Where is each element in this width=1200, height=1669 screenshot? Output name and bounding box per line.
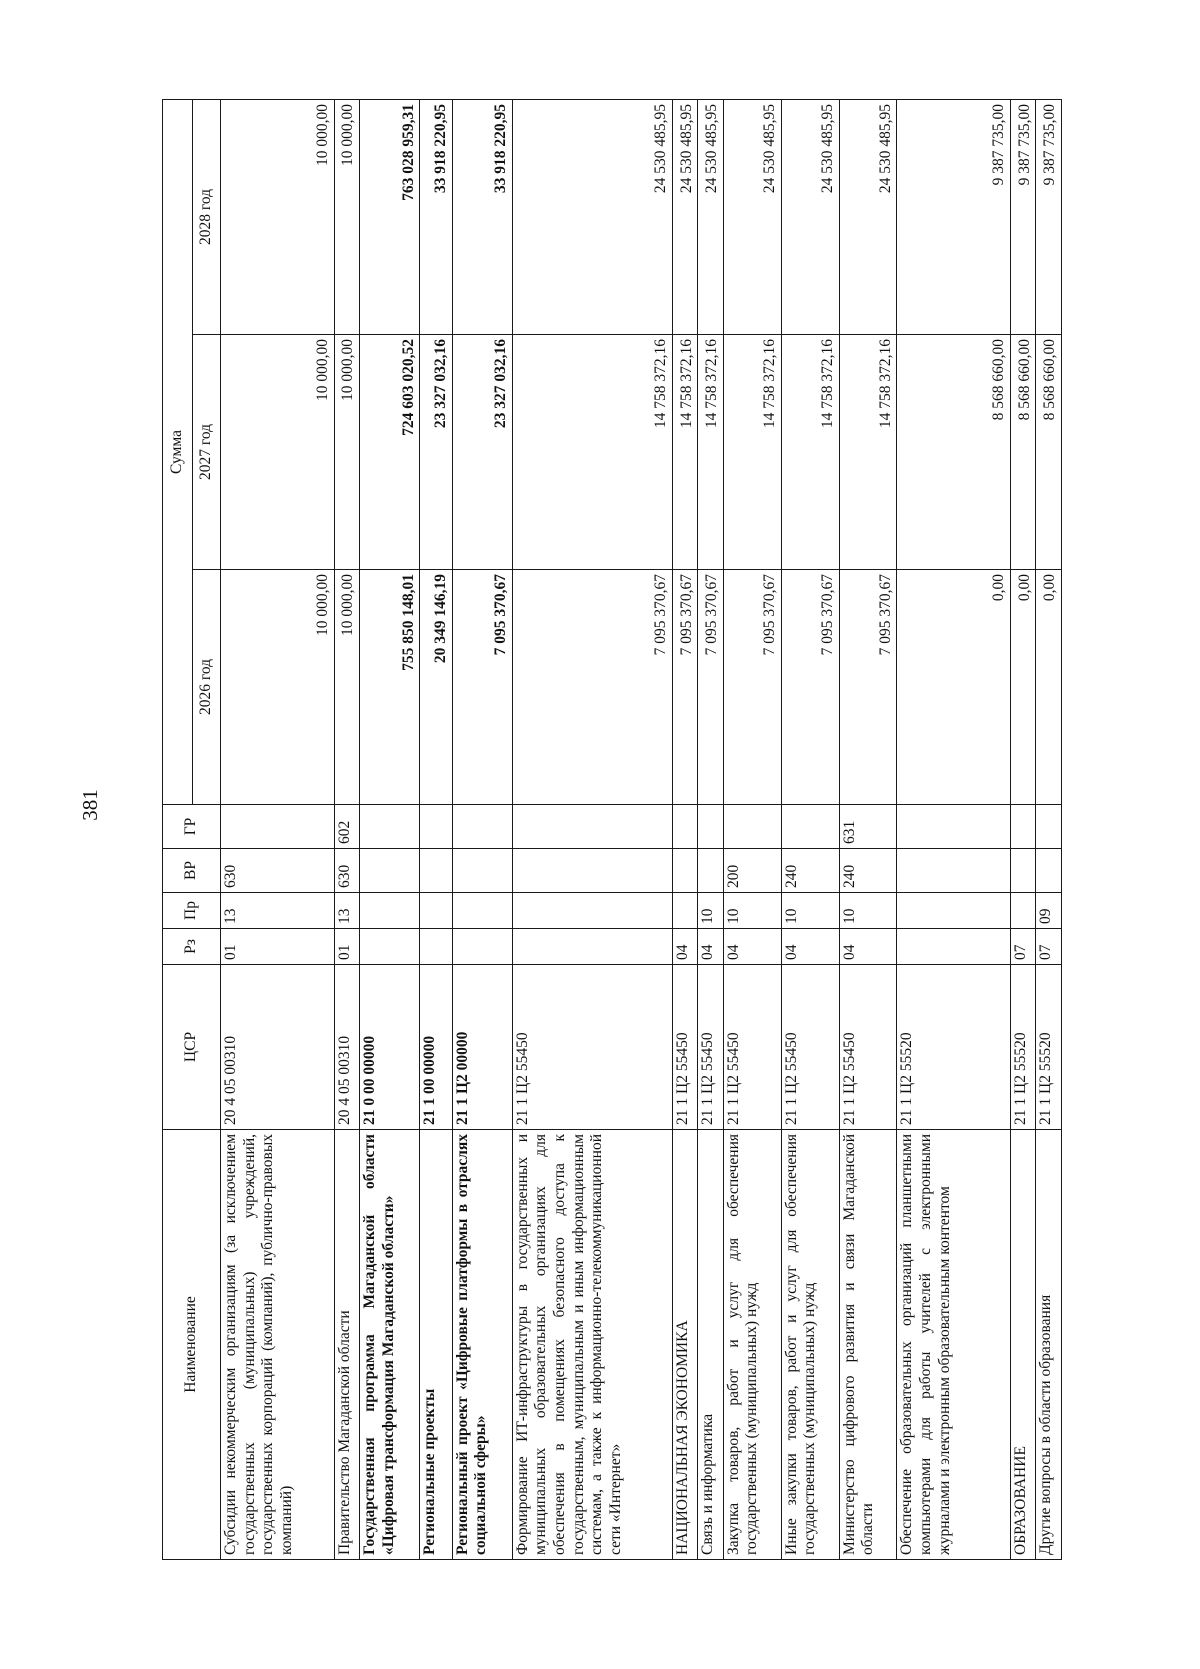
table-row: [723, 99, 781, 1559]
row-pr-cell: [897, 893, 1011, 929]
table-body: [221, 99, 1062, 1559]
row-vr-cell: [1010, 849, 1035, 893]
row-sum-2028-cell: 24 530 485,95: [781, 99, 839, 334]
header-year-2026: 2026 год: [193, 570, 221, 805]
row-sum-2028-cell: 10 000,00: [221, 99, 335, 334]
row-sum-2026-cell: 7 095 370,67: [698, 570, 723, 805]
row-sum-2026-cell: 0,00: [897, 570, 1011, 805]
row-csr-cell: 21 1 00 00000: [420, 965, 452, 1130]
row-csr-cell: 21 1 Ц2 55450: [672, 965, 697, 1130]
table-row: [512, 99, 672, 1559]
row-name-cell: Региональный проект «Цифровые платформы в отраслях социальной сферы»: [452, 1130, 512, 1560]
row-pr-cell: 10: [839, 893, 897, 929]
header-name: Наименование: [163, 1130, 221, 1560]
row-sum-2027-cell: 8 568 660,00: [897, 335, 1011, 570]
row-sum-2028-cell: 24 530 485,95: [698, 99, 723, 334]
row-rz-cell: 04: [839, 929, 897, 965]
row-name-cell: Связь и информатика: [698, 1130, 723, 1560]
row-sum-2027-cell: 14 758 372,16: [512, 335, 672, 570]
row-sum-2028-cell: 24 530 485,95: [512, 99, 672, 334]
row-sum-2026-cell: 7 095 370,67: [723, 570, 781, 805]
row-pr-cell: [1010, 893, 1035, 929]
row-sum-2028-cell: 9 387 735,00: [1010, 99, 1035, 334]
row-sum-2027-cell: 10 000,00: [334, 335, 359, 570]
row-rz-cell: 04: [723, 929, 781, 965]
row-name-cell: Правительство Магаданской области: [334, 1130, 359, 1560]
row-sum-2027-cell: 14 758 372,16: [698, 335, 723, 570]
row-csr-cell: 21 0 00 00000: [360, 965, 420, 1130]
row-name-cell: Иные закупки товаров, работ и услуг для обеспечения государственных (муниципальных) нужд: [781, 1130, 839, 1560]
row-rz-cell: [452, 929, 512, 965]
row-pr-cell: 10: [698, 893, 723, 929]
row-sum-2026-cell: 7 095 370,67: [452, 570, 512, 805]
row-name-cell: Закупка товаров, работ и услуг для обеспечения государственных (муниципальных) нужд: [723, 1130, 781, 1560]
row-gr-cell: [221, 805, 335, 849]
row-pr-cell: [672, 893, 697, 929]
row-vr-cell: 630: [221, 849, 335, 893]
row-csr-cell: 21 1 Ц2 00000: [452, 965, 512, 1130]
row-name-cell: Формирование ИТ-инфраструктуры в государственных и муниципальных образовательных организациях для обеспечения в помещениях безопасного доступа к государственным, муниципальным и иным информационным системам, а также к информационно-телекоммуникационной сети «Интернет»: [512, 1130, 672, 1560]
row-gr-cell: [698, 805, 723, 849]
row-pr-cell: [420, 893, 452, 929]
row-vr-cell: 240: [839, 849, 897, 893]
row-gr-cell: [512, 805, 672, 849]
row-sum-2028-cell: 763 028 959,31: [360, 99, 420, 334]
row-rz-cell: 07: [1010, 929, 1035, 965]
budget-table-container: [162, 100, 1062, 1560]
row-gr-cell: [781, 805, 839, 849]
row-vr-cell: [672, 849, 697, 893]
row-gr-cell: [672, 805, 697, 849]
row-sum-2027-cell: 23 327 032,16: [420, 335, 452, 570]
budget-table: [162, 99, 1062, 1560]
row-vr-cell: [360, 849, 420, 893]
table-row: [420, 99, 452, 1559]
row-name-cell: Государственная программа Магаданской области «Цифровая трансформация Магаданской области»: [360, 1130, 420, 1560]
header-year-2028: 2028 год: [193, 99, 221, 334]
row-sum-2027-cell: 10 000,00: [221, 335, 335, 570]
row-vr-cell: 630: [334, 849, 359, 893]
row-vr-cell: 240: [781, 849, 839, 893]
row-sum-2028-cell: 9 387 735,00: [897, 99, 1011, 334]
row-rz-cell: 04: [698, 929, 723, 965]
row-pr-cell: 13: [221, 893, 335, 929]
row-csr-cell: 20 4 05 00310: [221, 965, 335, 1130]
row-csr-cell: 21 1 Ц2 55450: [723, 965, 781, 1130]
table-row: [334, 99, 359, 1559]
row-name-cell: ОБРАЗОВАНИЕ: [1010, 1130, 1035, 1560]
row-csr-cell: 21 1 Ц2 55450: [698, 965, 723, 1130]
row-sum-2027-cell: 724 603 020,52: [360, 335, 420, 570]
table-row: [672, 99, 697, 1559]
row-vr-cell: [897, 849, 1011, 893]
row-sum-2027-cell: 14 758 372,16: [839, 335, 897, 570]
row-pr-cell: 10: [781, 893, 839, 929]
row-gr-cell: [723, 805, 781, 849]
row-sum-2026-cell: 7 095 370,67: [672, 570, 697, 805]
row-sum-2026-cell: 7 095 370,67: [512, 570, 672, 805]
row-csr-cell: 21 1 Ц2 55450: [839, 965, 897, 1130]
table-row: [698, 99, 723, 1559]
row-name-cell: Министерство цифрового развития и связи Магаданской области: [839, 1130, 897, 1560]
row-pr-cell: 10: [723, 893, 781, 929]
row-sum-2028-cell: 33 918 220,95: [420, 99, 452, 334]
row-sum-2028-cell: 10 000,00: [334, 99, 359, 334]
row-csr-cell: 21 1 Ц2 55520: [1010, 965, 1035, 1130]
header-rz: Рз: [163, 929, 221, 965]
row-sum-2028-cell: 24 530 485,95: [672, 99, 697, 334]
row-gr-cell: [897, 805, 1011, 849]
row-name-cell: Другие вопросы в области образования: [1036, 1130, 1062, 1560]
row-pr-cell: [512, 893, 672, 929]
row-pr-cell: 09: [1036, 893, 1062, 929]
table-row: [452, 99, 512, 1559]
row-gr-cell: 602: [334, 805, 359, 849]
row-vr-cell: [698, 849, 723, 893]
table-header: [163, 99, 221, 1559]
row-sum-2026-cell: 755 850 148,01: [360, 570, 420, 805]
page-number: 381: [78, 789, 102, 821]
row-sum-2027-cell: 14 758 372,16: [723, 335, 781, 570]
row-csr-cell: 21 1 Ц2 55450: [512, 965, 672, 1130]
row-sum-2028-cell: 9 387 735,00: [1036, 99, 1062, 334]
row-sum-2026-cell: 7 095 370,67: [781, 570, 839, 805]
header-vr: ВР: [163, 849, 221, 893]
row-csr-cell: 21 1 Ц2 55450: [781, 965, 839, 1130]
table-row: [221, 99, 335, 1559]
table-row: [781, 99, 839, 1559]
header-year-2027: 2027 год: [193, 335, 221, 570]
row-name-cell: Обеспечение образовательных организаций планшетными компьютерами для работы учителей с электронными журналами и электронным образовательным контентом: [897, 1130, 1011, 1560]
row-gr-cell: [360, 805, 420, 849]
row-rz-cell: [897, 929, 1011, 965]
header-sum: Сумма: [163, 99, 193, 804]
row-sum-2027-cell: 8 568 660,00: [1010, 335, 1035, 570]
row-sum-2026-cell: 10 000,00: [221, 570, 335, 805]
row-pr-cell: 13: [334, 893, 359, 929]
row-rz-cell: 04: [672, 929, 697, 965]
row-rz-cell: 01: [334, 929, 359, 965]
header-gr: ГР: [163, 805, 221, 849]
row-sum-2027-cell: 14 758 372,16: [672, 335, 697, 570]
row-rz-cell: 04: [781, 929, 839, 965]
table-row: [360, 99, 420, 1559]
row-gr-cell: [1010, 805, 1035, 849]
row-rz-cell: 01: [221, 929, 335, 965]
row-gr-cell: [420, 805, 452, 849]
row-sum-2026-cell: 0,00: [1036, 570, 1062, 805]
row-name-cell: Региональные проекты: [420, 1130, 452, 1560]
table-row: [839, 99, 897, 1559]
row-pr-cell: [360, 893, 420, 929]
row-csr-cell: 21 1 Ц2 55520: [1036, 965, 1062, 1130]
row-sum-2028-cell: 33 918 220,95: [452, 99, 512, 334]
row-sum-2027-cell: 14 758 372,16: [781, 335, 839, 570]
table-row: [897, 99, 1011, 1559]
row-sum-2026-cell: 10 000,00: [334, 570, 359, 805]
row-sum-2026-cell: 20 349 146,19: [420, 570, 452, 805]
row-rz-cell: [512, 929, 672, 965]
header-csr: ЦСР: [163, 965, 221, 1130]
header-pr: Пр: [163, 893, 221, 929]
row-sum-2028-cell: 24 530 485,95: [723, 99, 781, 334]
row-csr-cell: 21 1 Ц2 55520: [897, 965, 1011, 1130]
table-row: [1036, 99, 1062, 1559]
row-name-cell: Субсидии некоммерческим организациям (за исключением государственных (муниципальных) учреждений, государственных корпораций (компаний), публично-правовых компаний): [221, 1130, 335, 1560]
row-sum-2028-cell: 24 530 485,95: [839, 99, 897, 334]
row-gr-cell: 631: [839, 805, 897, 849]
row-gr-cell: [1036, 805, 1062, 849]
row-vr-cell: [1036, 849, 1062, 893]
row-vr-cell: [420, 849, 452, 893]
row-vr-cell: [452, 849, 512, 893]
row-vr-cell: [512, 849, 672, 893]
table-row: [1010, 99, 1035, 1559]
row-csr-cell: 20 4 05 00310: [334, 965, 359, 1130]
row-sum-2027-cell: 23 327 032,16: [452, 335, 512, 570]
row-rz-cell: [420, 929, 452, 965]
row-pr-cell: [452, 893, 512, 929]
row-sum-2026-cell: 7 095 370,67: [839, 570, 897, 805]
row-rz-cell: 07: [1036, 929, 1062, 965]
row-sum-2027-cell: 8 568 660,00: [1036, 335, 1062, 570]
row-sum-2026-cell: 0,00: [1010, 570, 1035, 805]
row-name-cell: НАЦИОНАЛЬНАЯ ЭКОНОМИКА: [672, 1130, 697, 1560]
row-vr-cell: 200: [723, 849, 781, 893]
row-gr-cell: [452, 805, 512, 849]
row-rz-cell: [360, 929, 420, 965]
